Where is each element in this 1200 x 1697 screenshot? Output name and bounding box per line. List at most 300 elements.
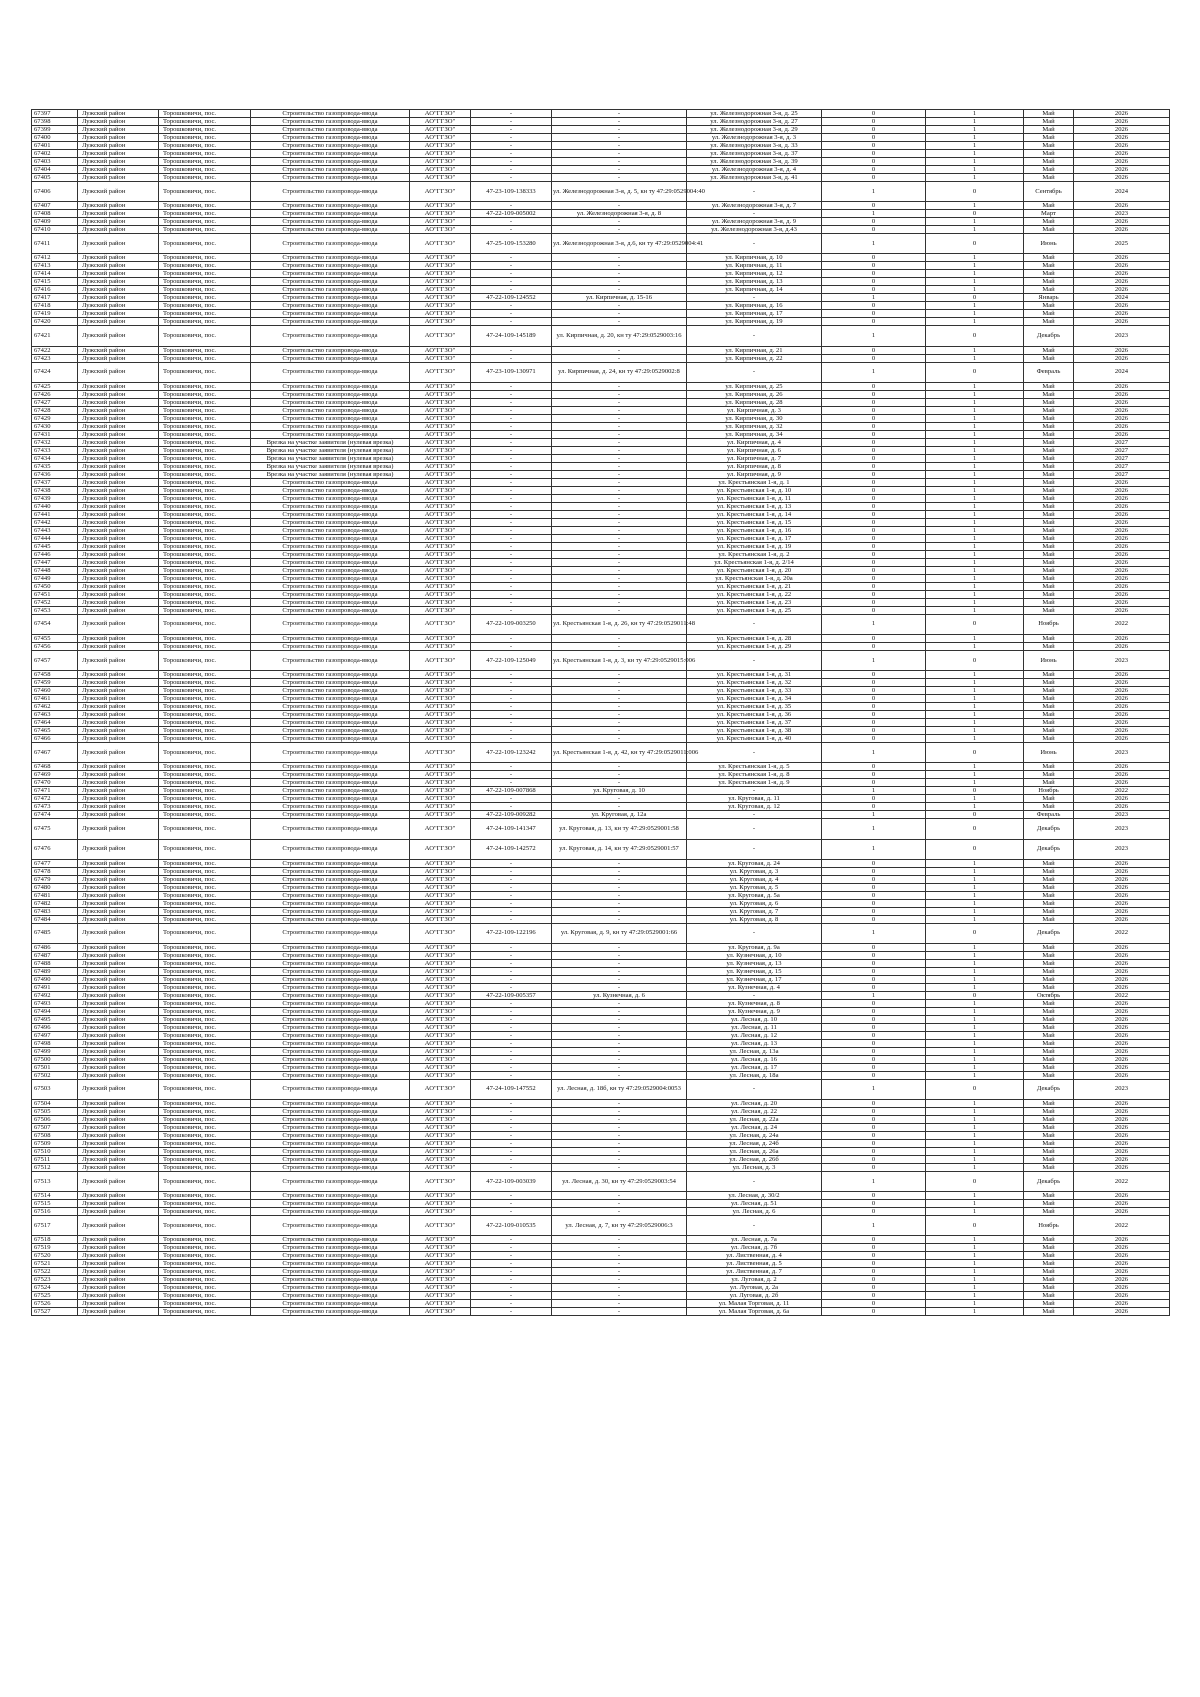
contract-address-cell: - [552,679,687,687]
count-a-cell: 0 [822,695,926,703]
settlement-cell: Торошковичи, пос. [159,226,251,234]
row-id-cell: 67505 [32,1108,78,1116]
settlement-cell: Торошковичи, пос. [159,959,251,967]
year-cell: 2026 [1074,542,1170,550]
contract-number-cell: - [471,1116,552,1124]
organization-cell: АО"ГГЗО" [410,542,471,550]
address-cell: ул. Лесная, д. 26б [687,1156,822,1164]
table-row [32,606,1170,614]
table-row [32,923,1170,943]
work-type-cell: Строительство газопровода-ввода [251,891,410,899]
year-cell: 2026 [1074,1132,1170,1140]
count-a-cell: 0 [822,574,926,582]
contract-number-cell: - [471,1156,552,1164]
row-id-cell: 67491 [32,983,78,991]
count-b-cell: 1 [926,126,1024,134]
address-cell: ул. Круговая, д. 11 [687,795,822,803]
month-cell: Май [1024,310,1074,318]
organization-cell: АО"ГГЗО" [410,1216,471,1236]
count-a-cell: 0 [822,414,926,422]
settlement-cell: Торошковичи, пос. [159,210,251,218]
contract-address-cell: ул. Железнодорожная 3-я, д. 8 [552,210,687,218]
work-type-cell: Строительство газопровода-ввода [251,1079,410,1099]
year-cell: 2023 [1074,839,1170,859]
year-cell: 2026 [1074,1268,1170,1276]
table-row [32,210,1170,218]
count-b-cell: 1 [926,795,1024,803]
organization-cell: АО"ГГЗО" [410,302,471,310]
address-cell: ул. Крестьянская 1-я, д. 8 [687,771,822,779]
organization-cell: АО"ГГЗО" [410,566,471,574]
count-b-cell: 1 [926,1071,1024,1079]
settlement-cell: Торошковичи, пос. [159,771,251,779]
work-type-cell: Строительство газопровода-ввода [251,150,410,158]
table-row [32,234,1170,254]
month-cell: Май [1024,318,1074,326]
count-a-cell: 0 [822,642,926,650]
count-a-cell: 0 [822,510,926,518]
month-cell: Май [1024,1132,1074,1140]
year-cell: 2026 [1074,695,1170,703]
contract-number-cell: - [471,390,552,398]
settlement-cell: Торошковичи, пос. [159,763,251,771]
settlement-cell: Торошковичи, пос. [159,735,251,743]
organization-cell: АО"ГГЗО" [410,518,471,526]
settlement-cell: Торошковичи, пос. [159,711,251,719]
address-cell: ул. Кирпичная, д. 25 [687,382,822,390]
district-cell: Лужский район [78,999,159,1007]
contract-number-cell: - [471,398,552,406]
row-id-cell: 67458 [32,671,78,679]
month-cell: Май [1024,422,1074,430]
table-row [32,991,1170,999]
year-cell: 2026 [1074,422,1170,430]
organization-cell: АО"ГГЗО" [410,422,471,430]
district-cell: Лужский район [78,650,159,670]
organization-cell: АО"ГГЗО" [410,166,471,174]
row-id-cell: 67409 [32,218,78,226]
row-id-cell: 67421 [32,326,78,346]
contract-number-cell: - [471,590,552,598]
contract-address-cell: - [552,398,687,406]
contract-address-cell: - [552,346,687,354]
contract-number-cell: - [471,695,552,703]
count-a-cell: 0 [822,1260,926,1268]
organization-cell: АО"ГГЗО" [410,695,471,703]
contract-number-cell: - [471,915,552,923]
work-type-cell: Врезка на участке заявителя (нулевая врезка) [251,462,410,470]
month-cell: Май [1024,915,1074,923]
year-cell: 2023 [1074,743,1170,763]
count-b-cell: 1 [926,518,1024,526]
table-row [32,951,1170,959]
address-cell: ул. Крестьянская 1-я, д. 13 [687,502,822,510]
work-type-cell: Строительство газопровода-ввода [251,286,410,294]
district-cell: Лужский район [78,779,159,787]
work-type-cell: Строительство газопровода-ввода [251,795,410,803]
row-id-cell: 67413 [32,262,78,270]
row-id-cell: 67484 [32,915,78,923]
row-id-cell: 67494 [32,1007,78,1015]
count-b-cell: 1 [926,679,1024,687]
district-cell: Лужский район [78,1308,159,1316]
month-cell: Май [1024,454,1074,462]
year-cell: 2027 [1074,470,1170,478]
district-cell: Лужский район [78,518,159,526]
settlement-cell: Торошковичи, пос. [159,478,251,486]
organization-cell: АО"ГГЗО" [410,983,471,991]
year-cell: 2026 [1074,1023,1170,1031]
year-cell: 2026 [1074,226,1170,234]
table-row [32,534,1170,542]
address-cell: ул. Кирпичная, д. 17 [687,310,822,318]
count-b-cell: 1 [926,1276,1024,1284]
contract-address-cell: - [552,534,687,542]
count-b-cell: 1 [926,438,1024,446]
district-cell: Лужский район [78,1252,159,1260]
contract-number-cell: - [471,486,552,494]
row-id-cell: 67506 [32,1116,78,1124]
table-row [32,803,1170,811]
settlement-cell: Торошковичи, пос. [159,1260,251,1268]
contract-number-cell: - [471,1300,552,1308]
organization-cell: АО"ГГЗО" [410,398,471,406]
district-cell: Лужский район [78,1108,159,1116]
address-cell: ул. Лесная, д. 10 [687,1015,822,1023]
count-b-cell: 1 [926,1260,1024,1268]
count-b-cell: 1 [926,1244,1024,1252]
contract-address-cell: - [552,606,687,614]
contract-number-cell: - [471,518,552,526]
count-b-cell: 0 [926,614,1024,634]
work-type-cell: Строительство газопровода-ввода [251,294,410,302]
work-type-cell: Строительство газопровода-ввода [251,1132,410,1140]
count-b-cell: 1 [926,711,1024,719]
year-cell: 2026 [1074,727,1170,735]
work-type-cell: Строительство газопровода-ввода [251,1200,410,1208]
district-cell: Лужский район [78,502,159,510]
count-a-cell: 0 [822,727,926,735]
contract-number-cell: - [471,278,552,286]
count-b-cell: 1 [926,310,1024,318]
district-cell: Лужский район [78,182,159,202]
work-type-cell: Строительство газопровода-ввода [251,202,410,210]
organization-cell: АО"ГГЗО" [410,478,471,486]
count-a-cell: 0 [822,598,926,606]
organization-cell: АО"ГГЗО" [410,867,471,875]
work-type-cell: Строительство газопровода-ввода [251,787,410,795]
organization-cell: АО"ГГЗО" [410,550,471,558]
contract-number-cell: - [471,642,552,650]
row-id-cell: 67497 [32,1031,78,1039]
organization-cell: АО"ГГЗО" [410,110,471,118]
year-cell: 2022 [1074,1216,1170,1236]
settlement-cell: Торошковичи, пос. [159,1023,251,1031]
year-cell: 2026 [1074,478,1170,486]
row-id-cell: 67504 [32,1100,78,1108]
table-row [32,671,1170,679]
month-cell: Май [1024,270,1074,278]
table-row [32,1268,1170,1276]
month-cell: Май [1024,462,1074,470]
count-a-cell: 0 [822,703,926,711]
organization-cell: АО"ГГЗО" [410,999,471,1007]
contract-number-cell: 47-22-109-003039 [471,1172,552,1192]
district-cell: Лужский район [78,1300,159,1308]
count-a-cell: 0 [822,687,926,695]
month-cell: Июнь [1024,234,1074,254]
district-cell: Лужский район [78,550,159,558]
address-cell: - [687,650,822,670]
row-id-cell: 67488 [32,959,78,967]
year-cell: 2026 [1074,883,1170,891]
month-cell: Май [1024,1208,1074,1216]
count-a-cell: 0 [822,763,926,771]
district-cell: Лужский район [78,1140,159,1148]
table-row [32,1063,1170,1071]
address-cell: ул. Круговая, д. 9а [687,943,822,951]
work-type-cell: Строительство газопровода-ввода [251,270,410,278]
table-row [32,787,1170,795]
work-type-cell: Строительство газопровода-ввода [251,166,410,174]
month-cell: Май [1024,899,1074,907]
district-cell: Лужский район [78,1007,159,1015]
work-type-cell: Строительство газопровода-ввода [251,959,410,967]
count-b-cell: 1 [926,414,1024,422]
contract-number-cell: - [471,582,552,590]
year-cell: 2026 [1074,983,1170,991]
district-cell: Лужский район [78,310,159,318]
district-cell: Лужский район [78,899,159,907]
address-cell: - [687,234,822,254]
count-b-cell: 1 [926,1108,1024,1116]
contract-address-cell: - [552,462,687,470]
row-id-cell: 67424 [32,362,78,382]
contract-address-cell: - [552,1108,687,1116]
table-row [32,202,1170,210]
contract-number-cell: - [471,975,552,983]
row-id-cell: 67492 [32,991,78,999]
settlement-cell: Торошковичи, пос. [159,1268,251,1276]
contract-address-cell: - [552,110,687,118]
count-b-cell: 1 [926,1284,1024,1292]
month-cell: Май [1024,1055,1074,1063]
organization-cell: АО"ГГЗО" [410,839,471,859]
work-type-cell: Строительство газопровода-ввода [251,1208,410,1216]
year-cell: 2026 [1074,1055,1170,1063]
settlement-cell: Торошковичи, пос. [159,286,251,294]
work-type-cell: Строительство газопровода-ввода [251,406,410,414]
table-row [32,454,1170,462]
table-row [32,1276,1170,1284]
work-type-cell: Строительство газопровода-ввода [251,703,410,711]
address-cell: ул. Кузнечная, д. 10 [687,951,822,959]
contract-number-cell: - [471,1148,552,1156]
settlement-cell: Торошковичи, пос. [159,1276,251,1284]
contract-address-cell: - [552,390,687,398]
district-cell: Лужский район [78,422,159,430]
month-cell: Май [1024,891,1074,899]
contract-number-cell: - [471,218,552,226]
row-id-cell: 67435 [32,462,78,470]
organization-cell: АО"ГГЗО" [410,771,471,779]
table-row [32,1007,1170,1015]
row-id-cell: 67463 [32,711,78,719]
contract-address-cell: ул. Лесная, д. 18б, кн ту 47:29:0529004:0053 [552,1079,687,1099]
district-cell: Лужский район [78,470,159,478]
work-type-cell: Строительство газопровода-ввода [251,234,410,254]
contract-number-cell: - [471,158,552,166]
address-cell: ул. Крестьянская 1-я, д. 33 [687,687,822,695]
row-id-cell: 67512 [32,1164,78,1172]
organization-cell: АО"ГГЗО" [410,951,471,959]
row-id-cell: 67454 [32,614,78,634]
table-row [32,915,1170,923]
contract-number-cell: - [471,126,552,134]
work-type-cell: Строительство газопровода-ввода [251,110,410,118]
contract-number-cell: - [471,118,552,126]
count-a-cell: 0 [822,1292,926,1300]
settlement-cell: Торошковичи, пос. [159,1200,251,1208]
contract-number-cell: 47-23-109-138333 [471,182,552,202]
address-cell: ул. Кирпичная, д. 13 [687,278,822,286]
address-cell: ул. Малая Торговая, д. 11 [687,1300,822,1308]
organization-cell: АО"ГГЗО" [410,134,471,142]
row-id-cell: 67473 [32,803,78,811]
contract-number-cell: - [471,166,552,174]
table-row [32,614,1170,634]
settlement-cell: Торошковичи, пос. [159,1148,251,1156]
count-a-cell: 0 [822,354,926,362]
district-cell: Лужский район [78,446,159,454]
work-type-cell: Строительство газопровода-ввода [251,999,410,1007]
organization-cell: АО"ГГЗО" [410,1063,471,1071]
row-id-cell: 67471 [32,787,78,795]
organization-cell: АО"ГГЗО" [410,262,471,270]
district-cell: Лужский район [78,1260,159,1268]
contract-address-cell: ул. Круговая, д. 12а [552,811,687,819]
address-cell: - [687,839,822,859]
row-id-cell: 67406 [32,182,78,202]
organization-cell: АО"ГГЗО" [410,362,471,382]
count-a-cell: 0 [822,134,926,142]
organization-cell: АО"ГГЗО" [410,234,471,254]
year-cell: 2026 [1074,999,1170,1007]
organization-cell: АО"ГГЗО" [410,270,471,278]
year-cell: 2026 [1074,679,1170,687]
year-cell: 2026 [1074,1200,1170,1208]
month-cell: Май [1024,1023,1074,1031]
contract-address-cell: - [552,1007,687,1015]
settlement-cell: Торошковичи, пос. [159,182,251,202]
table-row [32,1284,1170,1292]
count-b-cell: 0 [926,787,1024,795]
count-a-cell: 0 [822,1047,926,1055]
organization-cell: АО"ГГЗО" [410,735,471,743]
district-cell: Лужский район [78,462,159,470]
row-id-cell: 67466 [32,735,78,743]
year-cell: 2026 [1074,943,1170,951]
district-cell: Лужский район [78,787,159,795]
work-type-cell: Строительство газопровода-ввода [251,819,410,839]
count-b-cell: 1 [926,999,1024,1007]
district-cell: Лужский район [78,1216,159,1236]
table-row [32,1164,1170,1172]
district-cell: Лужский район [78,362,159,382]
contract-address-cell: - [552,727,687,735]
count-a-cell: 0 [822,526,926,534]
organization-cell: АО"ГГЗО" [410,642,471,650]
count-a-cell: 1 [822,1216,926,1236]
table-row [32,310,1170,318]
work-type-cell: Строительство газопровода-ввода [251,1276,410,1284]
table-row [32,983,1170,991]
settlement-cell: Торошковичи, пос. [159,1015,251,1023]
year-cell: 2026 [1074,126,1170,134]
address-cell: ул. Кирпичная, д. 12 [687,270,822,278]
organization-cell: АО"ГГЗО" [410,1132,471,1140]
count-a-cell: 0 [822,286,926,294]
year-cell: 2026 [1074,1100,1170,1108]
address-cell: ул. Крестьянская 1-я, д. 25 [687,606,822,614]
address-cell: ул. Крестьянская 1-я, д. 5 [687,763,822,771]
row-id-cell: 67517 [32,1216,78,1236]
address-cell: ул. Крестьянская 1-я, д. 28 [687,634,822,642]
address-cell: ул. Круговая, д. 5 [687,883,822,891]
year-cell: 2026 [1074,1244,1170,1252]
count-a-cell: 0 [822,735,926,743]
count-b-cell: 0 [926,1172,1024,1192]
district-cell: Лужский район [78,1192,159,1200]
address-cell: ул. Железнодорожная 3-я, д. 4 [687,166,822,174]
count-b-cell: 1 [926,1164,1024,1172]
count-b-cell: 1 [926,967,1024,975]
row-id-cell: 67401 [32,142,78,150]
settlement-cell: Торошковичи, пос. [159,1300,251,1308]
row-id-cell: 67465 [32,727,78,735]
district-cell: Лужский район [78,534,159,542]
address-cell: ул. Круговая, д. 12 [687,803,822,811]
organization-cell: АО"ГГЗО" [410,590,471,598]
contract-number-cell: - [471,1071,552,1079]
row-id-cell: 67462 [32,703,78,711]
organization-cell: АО"ГГЗО" [410,1047,471,1055]
month-cell: Май [1024,983,1074,991]
settlement-cell: Торошковичи, пос. [159,142,251,150]
contract-number-cell: - [471,1260,552,1268]
work-type-cell: Строительство газопровода-ввода [251,1007,410,1015]
organization-cell: АО"ГГЗО" [410,943,471,951]
count-a-cell: 0 [822,518,926,526]
address-cell: ул. Железнодорожная 3-я, д. 9 [687,218,822,226]
address-cell: ул. Крестьянская 1-я, д. 9 [687,779,822,787]
contract-address-cell: - [552,134,687,142]
contract-address-cell: - [552,1236,687,1244]
contract-address-cell: - [552,1200,687,1208]
table-row [32,558,1170,566]
table-row [32,390,1170,398]
organization-cell: АО"ГГЗО" [410,558,471,566]
contract-number-cell: - [471,671,552,679]
contract-address-cell: - [552,1308,687,1316]
organization-cell: АО"ГГЗО" [410,703,471,711]
count-a-cell: 0 [822,502,926,510]
contract-address-cell: ул. Кирпичная, д. 24, кн ту 47:29:0529002:8 [552,362,687,382]
settlement-cell: Торошковичи, пос. [159,727,251,735]
organization-cell: АО"ГГЗО" [410,1108,471,1116]
year-cell: 2026 [1074,606,1170,614]
year-cell: 2022 [1074,1172,1170,1192]
